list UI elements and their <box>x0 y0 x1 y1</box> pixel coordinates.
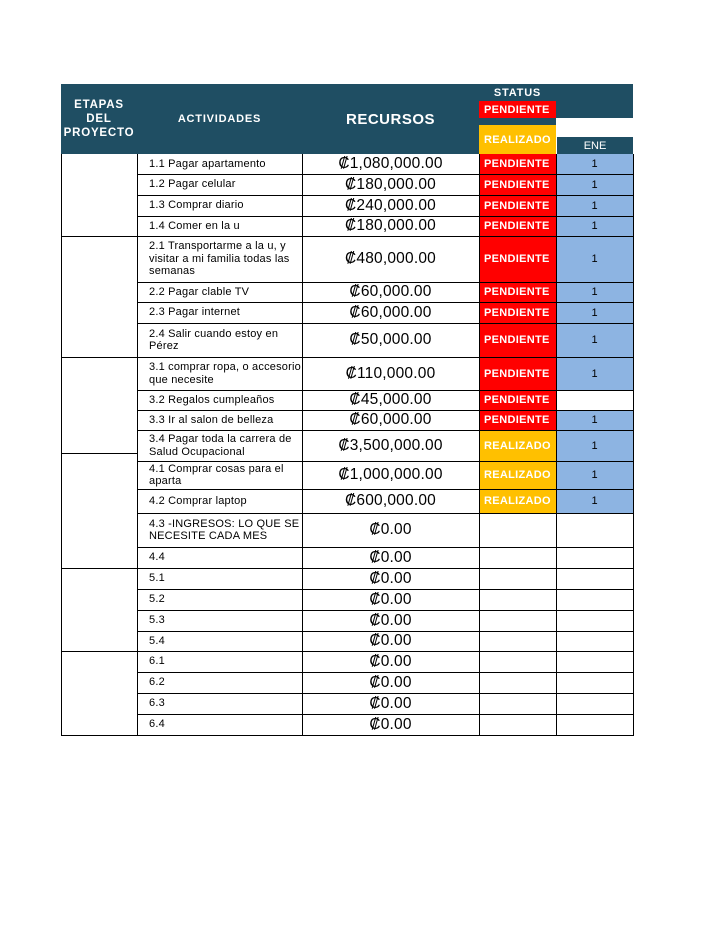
month-ene-cell: 1 <box>556 302 633 323</box>
grid-line <box>479 154 480 736</box>
resource-amount: ₡3,500,000.00 <box>338 436 443 454</box>
status-badge: PENDIENTE <box>479 410 556 430</box>
grid-line <box>137 693 634 694</box>
status-badge: PENDIENTE <box>479 390 556 410</box>
resource-amount: ₡0.00 <box>369 673 412 691</box>
grid-line <box>302 154 303 736</box>
header-spacer <box>556 84 633 101</box>
resource-amount: ₡50,000.00 <box>349 331 432 348</box>
grid-line <box>137 589 634 590</box>
grid-line <box>137 154 138 736</box>
activity-cell: 6.4 <box>149 718 165 731</box>
activity-cell: 2.3 Pagar internet <box>149 306 241 319</box>
legend-realizado: REALIZADO <box>479 125 556 154</box>
month-ene-cell: 1 <box>556 430 633 461</box>
activity-cell: 4.4 <box>149 551 165 564</box>
activity-cell: 5.2 <box>149 593 165 606</box>
grid-line <box>137 489 634 490</box>
grid-line <box>61 357 138 358</box>
resource-amount: ₡180,000.00 <box>345 217 436 234</box>
activity-cell: 3.2 Regalos cumpleaños <box>149 393 275 406</box>
month-ene-cell: 1 <box>556 154 633 174</box>
grid-line <box>137 430 634 431</box>
grid-line <box>61 453 138 454</box>
resource-amount: ₡180,000.00 <box>345 175 436 193</box>
resource-amount: ₡60,000.00 <box>349 303 432 321</box>
month-ene-cell: 1 <box>556 410 633 430</box>
status-badge: PENDIENTE <box>479 174 556 195</box>
month-ene-cell: 1 <box>556 282 633 302</box>
activity-cell: 1.3 Comprar diario <box>149 199 244 212</box>
status-badge: PENDIENTE <box>479 236 556 282</box>
status-badge: PENDIENTE <box>479 282 556 302</box>
activity-cell: 2.1 Transportarme a la u, y visitar a mi familia todas las semanas <box>149 240 290 278</box>
grid-line <box>137 323 634 324</box>
grid-line <box>61 651 138 652</box>
actividades-header: ACTIVIDADES <box>137 84 302 154</box>
resource-amount: ₡0.00 <box>369 548 412 566</box>
month-ene-cell: 1 <box>556 174 633 195</box>
activity-cell: 1.4 Comer en la u <box>149 219 240 232</box>
activity-cell: 3.4 Pagar toda la carrera de Salud Ocupacional <box>149 433 292 458</box>
activity-cell: 5.4 <box>149 634 165 647</box>
grid-line <box>137 513 634 514</box>
activity-cell: 4.3 -INGRESOS: LO QUE SE NECESITE CADA MES <box>149 517 300 542</box>
grid-line <box>137 236 634 237</box>
activity-cell: 6.1 <box>149 655 165 668</box>
resource-amount: ₡240,000.00 <box>345 196 436 214</box>
grid-line <box>137 631 634 632</box>
month-ene-cell: 1 <box>556 489 633 513</box>
grid-line <box>137 672 634 673</box>
recursos-header: RECURSOS <box>302 84 479 154</box>
activity-cell: 5.1 <box>149 572 165 585</box>
resource-amount: ₡0.00 <box>369 611 412 629</box>
status-badge: PENDIENTE <box>479 154 556 174</box>
month-ene-cell: 1 <box>556 216 633 236</box>
resource-amount: ₡600,000.00 <box>345 492 436 509</box>
header-spacer-2 <box>556 101 633 118</box>
activity-cell: 2.2 Pagar clable TV <box>149 285 250 298</box>
grid-line <box>61 735 138 736</box>
resource-amount: ₡1,000,000.00 <box>338 466 443 483</box>
activity-cell: 3.3 Ir al salon de belleza <box>149 413 274 426</box>
resource-amount: ₡0.00 <box>369 694 412 712</box>
grid-line <box>137 390 634 391</box>
activity-cell: 1.1 Pagar apartamento <box>149 157 266 170</box>
resource-amount: ₡110,000.00 <box>345 364 436 382</box>
resource-amount: ₡45,000.00 <box>349 391 432 408</box>
grid-line <box>137 302 634 303</box>
activity-cell: 3.1 comprar ropa, o accesorio que necesite <box>149 361 301 386</box>
activity-cell: 6.2 <box>149 676 165 689</box>
grid-line <box>137 461 634 462</box>
grid-line <box>137 651 634 652</box>
resource-amount: ₡0.00 <box>369 715 412 733</box>
grid-line <box>61 236 138 237</box>
activity-cell: 1.2 Pagar celular <box>149 178 236 191</box>
status-badge: REALIZADO <box>479 489 556 513</box>
grid-line <box>633 154 634 736</box>
grid-line <box>61 154 62 736</box>
resource-amount: ₡60,000.00 <box>349 411 432 428</box>
resource-amount: ₡0.00 <box>369 652 412 670</box>
status-badge: REALIZADO <box>479 461 556 489</box>
activity-cell: 4.1 Comprar cosas para el aparta <box>149 462 284 487</box>
activity-cell: 6.3 <box>149 697 165 710</box>
grid-line <box>137 357 634 358</box>
month-ene-cell: 1 <box>556 461 633 489</box>
grid-line <box>137 174 634 175</box>
status-badge: PENDIENTE <box>479 216 556 236</box>
grid-line <box>61 568 138 569</box>
status-badge: PENDIENTE <box>479 195 556 216</box>
month-header-ene: ENE <box>556 137 633 154</box>
etapas-header <box>61 84 137 154</box>
etapas-line-2: DEL <box>86 113 112 125</box>
grid-line <box>556 154 557 736</box>
grid-line <box>137 216 634 217</box>
status-badge: REALIZADO <box>479 430 556 461</box>
resource-amount: ₡0.00 <box>369 521 412 538</box>
grid-line <box>137 735 634 736</box>
grid-line <box>137 714 634 715</box>
status-badge: PENDIENTE <box>479 357 556 390</box>
status-badge: PENDIENTE <box>479 323 556 357</box>
resource-amount: ₡60,000.00 <box>349 283 432 300</box>
grid-line <box>137 410 634 411</box>
grid-line <box>137 195 634 196</box>
status-badge: PENDIENTE <box>479 302 556 323</box>
resource-amount: ₡0.00 <box>369 569 412 587</box>
month-ene-cell: 1 <box>556 323 633 357</box>
grid-line <box>137 282 634 283</box>
resource-amount: ₡0.00 <box>369 632 412 649</box>
header-spacer-3 <box>479 118 556 125</box>
etapas-line-3: PROYECTO <box>63 127 135 139</box>
grid-line <box>137 547 634 548</box>
status-header: STATUS <box>479 84 556 101</box>
month-ene-cell: 1 <box>556 195 633 216</box>
etapas-line-1: ETAPAS <box>74 99 124 111</box>
resource-amount: ₡0.00 <box>369 590 412 608</box>
resource-amount: ₡1,080,000.00 <box>338 155 443 172</box>
activity-cell: 2.4 Salir cuando estoy en Pérez <box>149 327 279 352</box>
grid-line <box>137 568 634 569</box>
activity-cell: 4.2 Comprar laptop <box>149 494 247 507</box>
grid-line <box>137 610 634 611</box>
month-ene-cell: 1 <box>556 357 633 390</box>
legend-pendiente: PENDIENTE <box>479 101 556 118</box>
resource-amount: ₡480,000.00 <box>345 250 436 267</box>
month-ene-cell: 1 <box>556 236 633 282</box>
activity-cell: 5.3 <box>149 614 165 627</box>
